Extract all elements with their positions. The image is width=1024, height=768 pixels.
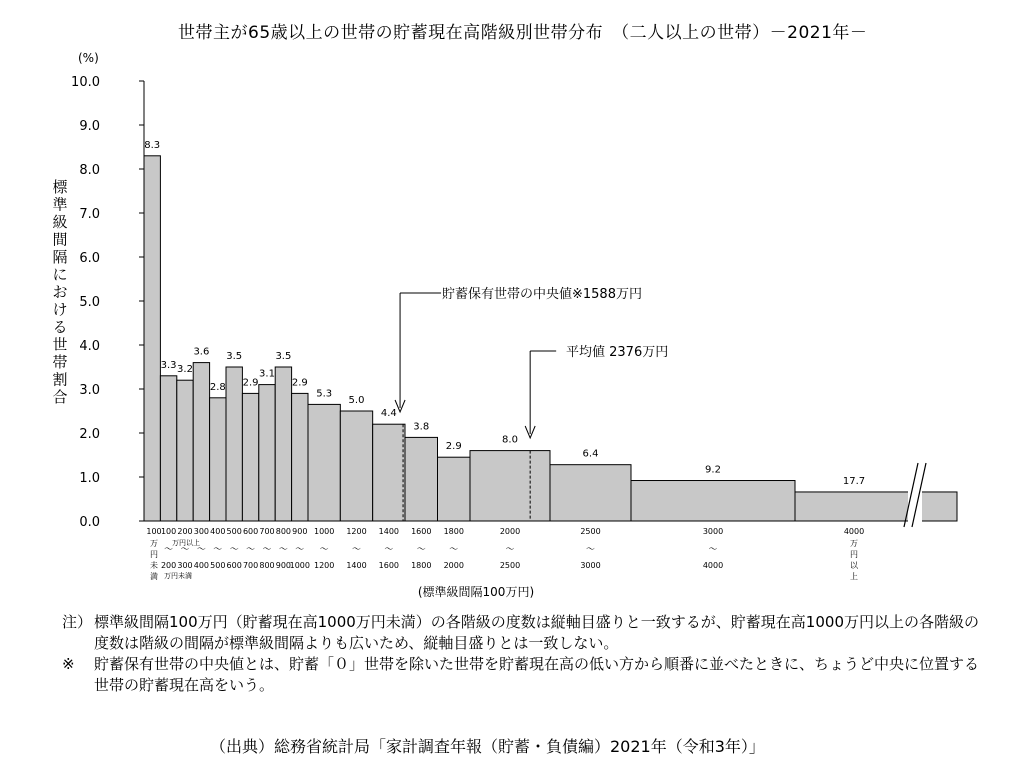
y-tick-label: 7.0 bbox=[79, 207, 100, 222]
x-tick-tilde: ～ bbox=[229, 545, 239, 555]
y-unit-label: (%) bbox=[78, 51, 99, 65]
x-tick-extra: 以 bbox=[850, 561, 858, 570]
bar bbox=[144, 156, 160, 521]
x-tick-top: 600 bbox=[242, 527, 259, 536]
bar bbox=[405, 437, 438, 521]
y-axis-title-char: 標 bbox=[52, 178, 68, 196]
x-tick-tilde: ～ bbox=[384, 545, 394, 555]
y-axis-title-char: 割 bbox=[52, 370, 68, 389]
bar bbox=[160, 376, 176, 521]
bar-value-label: 4.4 bbox=[380, 408, 397, 420]
x-tick-top: 900 bbox=[292, 527, 308, 536]
bar-value-label: 3.2 bbox=[177, 364, 193, 376]
x-tick-top: 800 bbox=[275, 527, 292, 536]
x-tick-tilde: ～ bbox=[449, 545, 459, 555]
bar bbox=[308, 404, 340, 521]
chart-bars bbox=[144, 156, 957, 527]
bar bbox=[177, 380, 193, 521]
x-tick-tilde: ～ bbox=[196, 545, 206, 555]
bar-value-label: 5.0 bbox=[348, 395, 365, 406]
x-tick-extra: 万 bbox=[850, 539, 858, 548]
bar bbox=[242, 393, 258, 521]
bar bbox=[438, 457, 471, 521]
x-tick-extra: 万円以上 bbox=[172, 539, 200, 547]
bar-value-label: 5.3 bbox=[316, 388, 333, 400]
bar bbox=[795, 492, 957, 521]
bar bbox=[193, 363, 209, 521]
bar-value-label: 2.8 bbox=[209, 381, 226, 393]
x-tick-bottom: 4000 bbox=[702, 561, 724, 570]
x-tick-extra: 万 bbox=[150, 539, 158, 548]
y-tick-label: 8.0 bbox=[79, 163, 100, 178]
bar bbox=[470, 451, 550, 521]
x-tick-bottom: 1400 bbox=[346, 561, 367, 570]
x-tick-top: 400 bbox=[210, 527, 226, 536]
x-tick-bottom: 800 bbox=[259, 561, 275, 570]
bar bbox=[631, 481, 795, 521]
y-tick-label: 5.0 bbox=[79, 295, 100, 310]
y-axis-title-char: 間 bbox=[52, 230, 68, 249]
x-tick-top: 1000 bbox=[313, 527, 335, 536]
y-axis-title-char: 世 bbox=[52, 335, 68, 354]
x-tick-bottom: 1200 bbox=[313, 561, 335, 570]
x-tick-tilde: ～ bbox=[246, 545, 256, 555]
x-tick-bottom: 400 bbox=[193, 561, 210, 570]
bar bbox=[340, 411, 372, 521]
x-tick-tilde: ～ bbox=[164, 545, 174, 555]
x-tick-bottom: 900 bbox=[275, 561, 292, 570]
bar-value-label: 3.6 bbox=[193, 346, 210, 358]
y-axis-title-char: 隔 bbox=[52, 248, 68, 266]
notes bbox=[62, 612, 982, 696]
x-tick-tilde: ～ bbox=[708, 545, 718, 555]
bar-value-label: 3.5 bbox=[275, 351, 292, 362]
x-tick-tilde: ～ bbox=[213, 545, 223, 555]
x-tick-top: 100 bbox=[160, 527, 177, 536]
mean-label: 平均値 2376万円 bbox=[566, 345, 669, 360]
x-tick-tilde: ～ bbox=[585, 545, 596, 555]
x-tick-bottom: 2500 bbox=[499, 561, 521, 570]
x-tick-bottom: 1600 bbox=[378, 561, 400, 570]
note-1 bbox=[62, 612, 982, 654]
x-tick-bottom: 200 bbox=[160, 561, 177, 570]
x-tick-bottom: 3000 bbox=[580, 561, 601, 570]
x-tick-top: 1800 bbox=[443, 527, 464, 536]
x-tick-extra: 上 bbox=[850, 572, 858, 581]
bar bbox=[226, 367, 242, 521]
x-tick-tilde: ～ bbox=[278, 545, 288, 555]
bar-value-label: 6.4 bbox=[582, 448, 599, 460]
y-axis-title-char: 準 bbox=[52, 195, 68, 214]
y-tick-label: 9.0 bbox=[79, 119, 100, 134]
x-tick-tilde: ～ bbox=[262, 545, 272, 555]
x-tick-top: 700 bbox=[259, 527, 275, 536]
bar bbox=[373, 424, 405, 521]
x-tick-top: 1400 bbox=[378, 527, 400, 536]
source-citation: （出典）総務省統計局「家計調査年報（貯蓄・負債編）2021年（令和3年）」 bbox=[210, 737, 765, 756]
x-tick-bottom: 300 bbox=[177, 561, 193, 570]
x-tick-bottom: 700 bbox=[242, 561, 259, 570]
bar-value-label: 3.1 bbox=[259, 368, 275, 380]
y-tick-label: 1.0 bbox=[79, 471, 100, 486]
y-tick-label: 0.0 bbox=[79, 515, 100, 530]
bar-value-label: 2.9 bbox=[242, 377, 259, 389]
y-axis-title-char: に bbox=[52, 265, 68, 284]
x-tick-tilde: ～ bbox=[180, 545, 190, 555]
x-tick-extra: 万円未満 bbox=[164, 572, 192, 580]
y-axis-title-char: お bbox=[52, 283, 68, 301]
x-tick-top: 500 bbox=[226, 527, 242, 536]
x-tick-bottom: 500 bbox=[210, 561, 226, 570]
chart-x-ticks bbox=[146, 527, 864, 599]
bar-value-label: 8.3 bbox=[144, 139, 161, 151]
x-tick-top: 2500 bbox=[580, 527, 601, 536]
median-label: 貯蓄保有世帯の中央値※1588万円 bbox=[442, 287, 642, 302]
x-tick-top: 1200 bbox=[346, 527, 367, 536]
bar bbox=[275, 367, 291, 521]
x-tick-top: 100 bbox=[146, 527, 162, 536]
y-tick-label: 4.0 bbox=[79, 339, 100, 354]
x-tick-tilde: ～ bbox=[295, 545, 305, 555]
x-tick-top: 200 bbox=[177, 527, 193, 536]
y-tick-label: 2.0 bbox=[79, 427, 100, 442]
x-tick-top: 4000 bbox=[843, 527, 865, 536]
x-tick-tilde: ～ bbox=[319, 545, 329, 555]
bar bbox=[210, 398, 226, 521]
y-axis-title-char: 合 bbox=[52, 388, 68, 406]
bar-value-label: 17.7 bbox=[842, 475, 866, 487]
note-2-text: 貯蓄保有世帯の中央値とは、貯蓄「０」世帯を除いた世帯を貯蓄現在高の低い方から順番に並べたときに、ちょうど中央に位置する世帯の貯蓄現在高をいう。 bbox=[94, 655, 980, 694]
note-1-text: 標準級間隔100万円（貯蓄現在高1000万円未満）の各階級の度数は縦軸目盛りと一致するが、貯蓄現在高1000万円以上の各階級の度数は階級の間隔が標準級間隔よりも広いため、縦軸目盛りとは一致しない。 bbox=[94, 613, 979, 652]
x-tick-extra: 未 bbox=[150, 561, 158, 570]
bar-value-label: 9.2 bbox=[705, 464, 721, 476]
bar-value-label: 8.0 bbox=[502, 434, 518, 446]
y-tick-label: 3.0 bbox=[79, 383, 100, 398]
x-tick-bottom: 1000 bbox=[289, 561, 310, 570]
bar-value-label: 2.9 bbox=[445, 441, 462, 453]
x-tick-bottom: 600 bbox=[226, 561, 242, 570]
y-axis-title-char: け bbox=[52, 300, 68, 319]
x-tick-bottom: 2000 bbox=[443, 561, 464, 570]
y-tick-label: 10.0 bbox=[71, 75, 100, 90]
y-axis-title-char: 帯 bbox=[52, 353, 68, 371]
x-tick-tilde: ～ bbox=[505, 545, 515, 555]
x-tick-top: 1600 bbox=[411, 527, 432, 536]
x-tick-tilde: ～ bbox=[351, 545, 362, 555]
note-2-mark: ※ bbox=[62, 655, 75, 673]
x-tick-extra: 円 bbox=[150, 550, 158, 559]
note-1-mark: 注） bbox=[62, 613, 93, 631]
x-tick-top: 2000 bbox=[499, 527, 521, 536]
y-tick-label: 6.0 bbox=[79, 251, 100, 266]
bar-value-label: 2.9 bbox=[291, 377, 308, 389]
x-tick-top: 3000 bbox=[702, 527, 724, 536]
bar-value-label: 3.8 bbox=[413, 421, 430, 433]
x-axis-title: (標準級間隔100万円) bbox=[417, 585, 535, 599]
y-axis-title-char: る bbox=[52, 318, 68, 336]
note-2 bbox=[62, 654, 982, 696]
x-tick-extra: 満 bbox=[150, 572, 158, 581]
bar-value-label: 3.3 bbox=[160, 359, 177, 371]
x-tick-top: 300 bbox=[193, 527, 210, 536]
bar bbox=[259, 385, 275, 521]
bar bbox=[292, 393, 308, 521]
bar bbox=[550, 465, 631, 521]
y-axis-title-char: 級 bbox=[52, 213, 68, 231]
x-tick-extra: 円 bbox=[850, 550, 858, 559]
chart-title: 世帯主が65歳以上の世帯の貯蓄現在高階級別世帯分布 （二人以上の世帯）－2021年－ bbox=[178, 23, 868, 43]
x-tick-bottom: 1800 bbox=[411, 561, 432, 570]
x-tick-tilde: ～ bbox=[416, 545, 426, 555]
bar-value-label: 3.5 bbox=[226, 351, 243, 362]
